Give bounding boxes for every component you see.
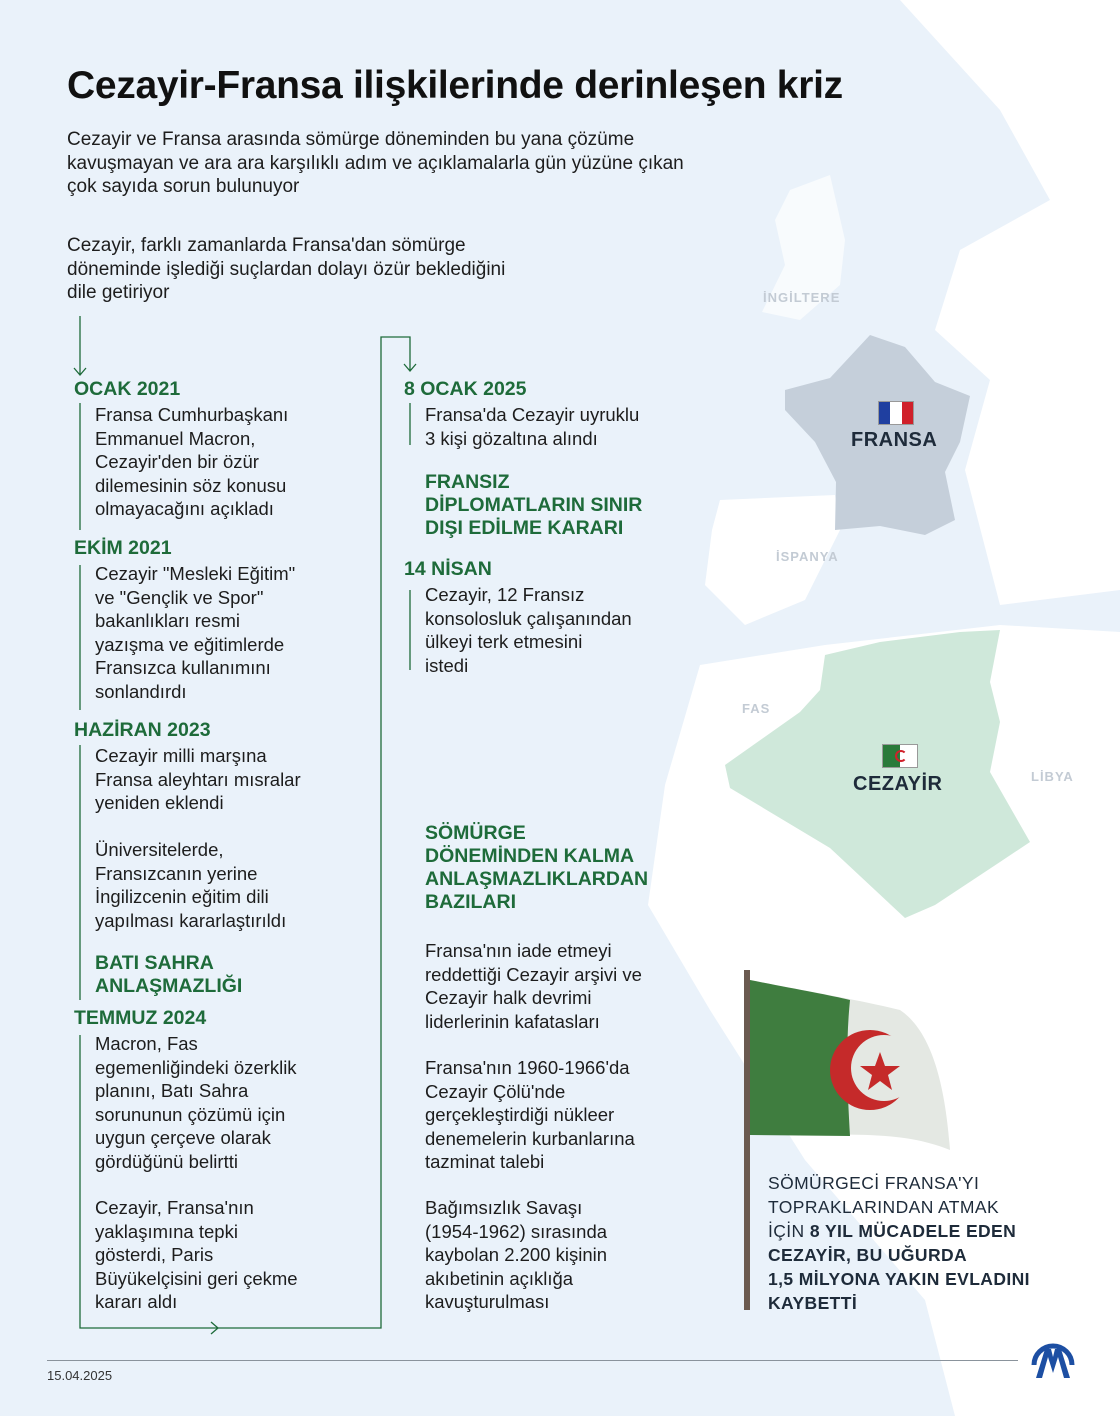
- dispute-item: Fransa'nın 1960-1966'da Cezayir Çölü'nde gerçekleştirdiği nükleer denemelerin kurbanlarına tazminat talebi: [425, 1057, 635, 1172]
- heading-temmuz-2024: TEMMUZ 2024: [74, 1007, 207, 1029]
- note-line: CEZAYİR, BU UĞURDA: [768, 1245, 968, 1265]
- note-line: [768, 1219, 1030, 1243]
- dispute-item: Bağımsızlık Savaşı (1954-1962) sırasında kaybolan 2.200 kişinin akıbetinin açıklığa kavuşturulması: [425, 1197, 608, 1312]
- algeria-flag-icon: [882, 744, 918, 768]
- date-label: 15.04.2025: [47, 1368, 113, 1383]
- map-label-libya: LİBYA: [1031, 769, 1074, 784]
- note-line: TOPRAKLARINDAN ATMAK: [768, 1197, 1000, 1217]
- map-label-morocco: FAS: [742, 701, 771, 716]
- event-haziran-2023-2: Üniversitelerde, Fransızcanın yerine İngilizcenin eğitim dili yapılması kararlaştırıldı: [95, 839, 287, 931]
- note-line: KAYBETTİ: [768, 1293, 858, 1313]
- disputes-heading: SÖMÜRGE DÖNEMİNDEN KALMA ANLAŞMAZLIKLARDAN BAZILARI: [425, 822, 649, 913]
- event-14-nisan: Cezayir, 12 Fransız konsolosluk çalışanından ülkeyi terk etmesini istedi: [425, 584, 632, 676]
- event-haziran-2023: Cezayir milli marşına Fransa aleyhtarı mısralar yeniden eklendi: [95, 745, 301, 813]
- algeria-label: CEZAYİR: [853, 773, 943, 795]
- dispute-item: Fransa'nın iade etmeyi reddettiği Cezayir arşivi ve Cezayir halk devrimi liderlerinin kafatasları: [425, 940, 642, 1032]
- heading-ocak-2021: OCAK 2021: [74, 378, 181, 400]
- heading-ekim-2021: EKİM 2021: [74, 537, 172, 559]
- heading-14-nisan: 14 NİSAN: [404, 558, 492, 580]
- heading-haziran-2023: HAZİRAN 2023: [74, 719, 211, 741]
- france-flag-icon: [878, 401, 914, 425]
- casualty-note: [768, 1171, 1030, 1315]
- map-label-spain: İSPANYA: [776, 549, 839, 564]
- subheading-diplomats: FRANSIZ DİPLOMATLARIN SINIR DIŞI EDİLME KARARI: [425, 471, 643, 539]
- note-line: SÖMÜRGECİ FRANSA'YI: [768, 1173, 980, 1193]
- event-ekim-2021: Cezayir "Mesleki Eğitim" ve "Gençlik ve Spor" bakanlıkları resmi yazışma ve eğitimlerde Fransızca kullanımını sonlandırdı: [95, 563, 296, 702]
- event-8-ocak-2025: Fransa'da Cezayir uyruklu 3 kişi gözaltına alındı: [425, 404, 640, 449]
- note-bold: 8 YIL MÜCADELE EDEN: [809, 1221, 1017, 1241]
- event-ocak-2021: Fransa Cumhurbaşkanı Emmanuel Macron, Cezayir'den bir özür dilemesinin söz konusu olmayacağını açıkladı: [95, 404, 289, 519]
- footer-divider: [47, 1360, 1018, 1361]
- aa-logo-icon: [1030, 1335, 1076, 1379]
- subtitle: Cezayir ve Fransa arasında sömürge döneminden bu yana çözüme kavuşmayan ve ara ara karşılıklı adım ve açıklamalarla gün yüzüne çıkan çok sayıda sorun bulunuyor: [67, 129, 684, 197]
- event-temmuz-2024: Macron, Fas egemenliğindeki özerklik planını, Batı Sahra sorununun çözümü için uygun çerçeve olarak gördüğünü belirtti: [95, 1033, 297, 1172]
- map-label-uk: İNGİLTERE: [763, 290, 841, 305]
- note-text: İÇİN: [768, 1221, 810, 1241]
- event-temmuz-2024-2: Cezayir, Fransa'nın yaklaşımına tepki gösterdi, Paris Büyükelçisini geri çekme kararı aldı: [95, 1197, 298, 1312]
- page-title: Cezayir-Fransa ilişkilerinde derinleşen kriz: [67, 64, 843, 107]
- heading-8-ocak-2025: 8 OCAK 2025: [404, 378, 527, 400]
- subheading-bati-sahra: BATI SAHRA ANLAŞMAZLIĞI: [95, 952, 243, 997]
- france-label: FRANSA: [851, 429, 938, 451]
- intro-text: Cezayir, farklı zamanlarda Fransa'dan sömürge döneminde işlediği suçlardan dolayı özür beklediğini dile getiriyor: [67, 235, 506, 303]
- note-line: 1,5 MİLYONA YAKIN EVLADINI: [768, 1269, 1030, 1289]
